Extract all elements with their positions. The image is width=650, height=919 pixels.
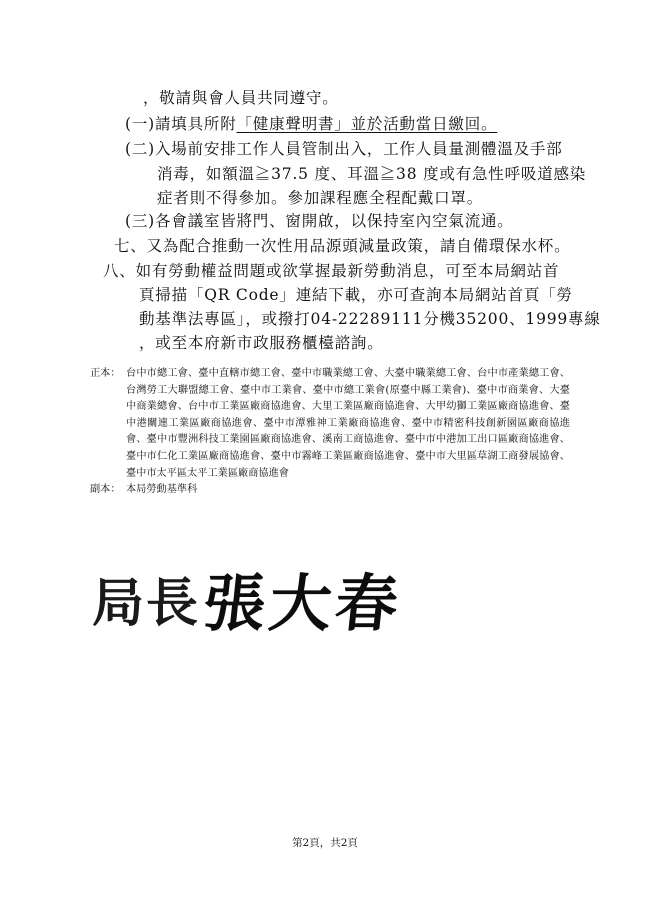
page-number: 第2頁，共2頁 <box>292 837 358 849</box>
distribution-copy-label: 副本： <box>90 484 121 496</box>
point-8-line-4: ，或至本府新市政服務櫃檯諮詢。 <box>139 334 384 352</box>
item-1-suffix: 並於活動當日繳回。 <box>350 115 498 133</box>
body-line-1: ，敬請與會人員共同遵守。 <box>143 89 339 107</box>
director-signature <box>92 558 406 640</box>
point-7: 七、又為配合推動一次性用品源頭減量政策，請自備環保水杯。 <box>114 237 571 255</box>
distribution-list <box>90 366 570 499</box>
point-8-line-3: 動基準法專區」，或撥打04-22289111分機35200、1999專線 <box>139 310 601 328</box>
distribution-copy <box>90 482 570 499</box>
signature-name: 張大春 <box>199 566 406 640</box>
item-1-prefix: (一)請填具所附 <box>125 115 237 133</box>
item-2-line-2: 消毒，如額溫≧37.5 度、耳溫≧38 度或有急性呼吸道感染 <box>157 165 587 183</box>
item-1-highlight: 「健康聲明書」 <box>236 115 351 133</box>
item-2-line-3: 症者則不得參加。參加課程應全程配戴口罩。 <box>157 189 484 207</box>
distribution-copy-text: 本局勞動基準科 <box>126 484 198 496</box>
item-3: (三)各會議室皆將門、窗開啟，以保持室內空氣流通。 <box>125 212 514 230</box>
distribution-main-text: 台中市總工會、臺中直轄市總工會、臺中市職業總工會、大臺中職業總工會、台中市產業總工會、台灣勞工大聯盟總工會、臺中市工業會、臺中市總工業會(原臺中縣工業會)、臺中市商業會、大臺中商業總會、台中市工業區廠商協進會、大里工業區廠商協進會、大甲幼獅工業區廠商協進會、臺中港關連工業區廠商協進會、臺中市潭雅神工業廠商協進會、臺中市精密科技創新園區廠商協進會、臺中市豐洲科技工業園區廠商協進會、溪南工商協進會、臺中市中港加工出口區廠商協進會、臺中市仁化工業區廠商協進會、臺中市霧峰工業區廠商協進會、臺中市大里區草湖工商發展協會、臺中市太平區太平工業區廠商協進會 <box>126 368 570 479</box>
distribution-main <box>90 366 570 482</box>
signature-title: 局長 <box>92 573 201 634</box>
point-8-line-1: 八、如有勞動權益問題或欲掌握最新勞動消息，可至本局網站首 <box>103 262 560 280</box>
point-8-line-2: 頁掃描「QR Code」連結下載，亦可查詢本局網站首頁「勞 <box>139 286 573 304</box>
item-2-line-1: (二)入場前安排工作人員管制出入，工作人員量測體溫及手部 <box>125 140 563 158</box>
distribution-main-label: 正本： <box>90 368 121 379</box>
item-1 <box>125 114 497 134</box>
